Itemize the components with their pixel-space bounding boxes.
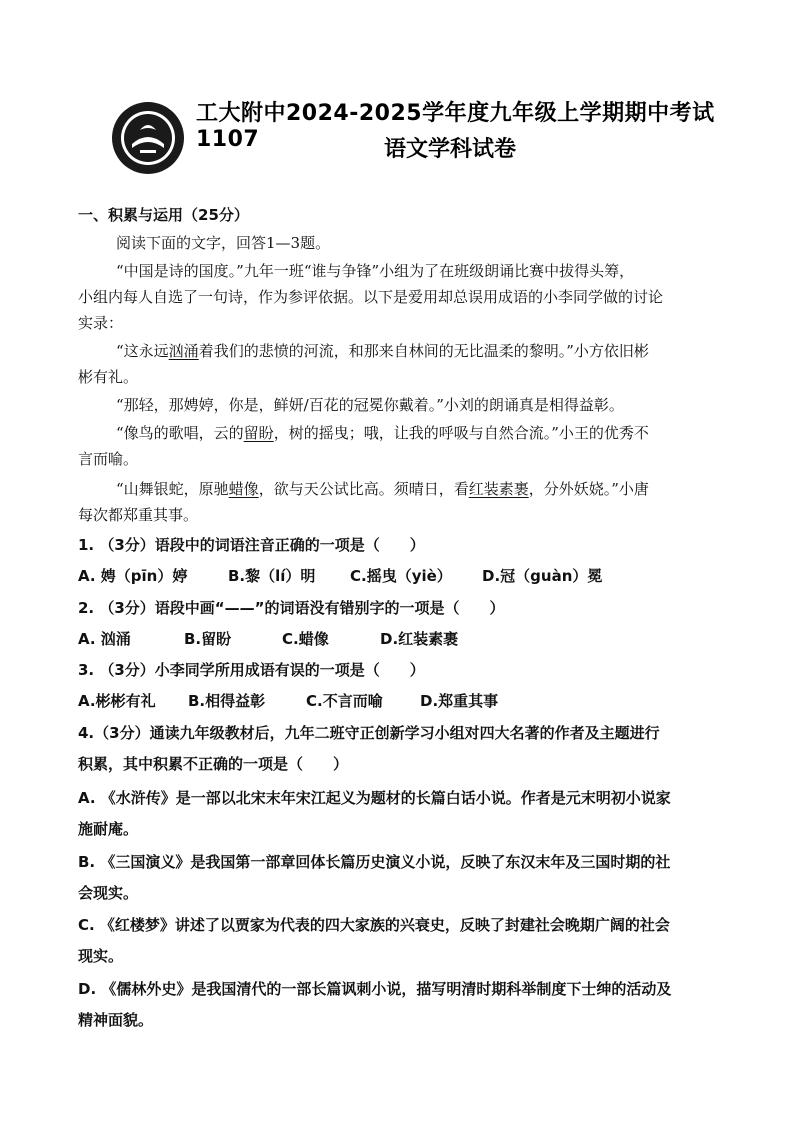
q4-option-a-cont: 施耐庵。	[78, 820, 139, 838]
underlined-word-3: 蜡像	[228, 480, 259, 498]
q4-option-b-cont: 会现实。	[78, 884, 139, 902]
q3-option-a[interactable]: A.彬彬有礼	[78, 692, 156, 710]
underlined-word-1: 汹涌	[168, 342, 199, 360]
q4-option-c-cont: 现实。	[78, 947, 124, 965]
q2-option-c[interactable]: C.蜡像	[282, 630, 329, 648]
q3-option-d[interactable]: D.郑重其事	[420, 692, 499, 710]
q1-option-b[interactable]: B.黎（lí）明	[228, 567, 316, 585]
passage-paragraph-5: “山舞银蛇，原驰蜡像，欲与天公试比高。须晴日，看红装素裹，分外妖娆。”小唐	[116, 480, 649, 498]
passage-paragraph-4-end: 言而喻。	[78, 450, 139, 468]
q1-option-a[interactable]: A. 娉（pīn）婷	[78, 567, 188, 585]
passage-paragraph-2: “这永远汹涌着我们的悲愤的河流，和那来自林间的无比温柔的黎明。”小方依旧彬	[116, 342, 649, 360]
question-4-stem: 4.（3分）通读九年级教材后，九年二班守正创新学习小组对四大名著的作者及主题进行	[78, 724, 660, 742]
exam-title: 工大附中2024-2025学年度九年级上学期期中考试1107	[196, 101, 715, 152]
passage-paragraph-1-end: 实录：	[78, 314, 124, 332]
passage-paragraph-3: “那轻，那娉婷，你是，鲜妍/百花的冠冕你戴着。”小刘的朗诵真是相得益彰。	[116, 396, 624, 414]
q4-option-b[interactable]: B. 《三国演义》是我国第一部章回体长篇历史演义小说，反映了东汉末年及三国时期的社	[78, 853, 671, 871]
question-2-stem: 2. （3分）语段中画“——”的词语没有错别字的一项是（ ）	[78, 599, 505, 617]
q4-option-d[interactable]: D. 《儒林外史》是我国清代的一部长篇讽刺小说，描写明清时期科举制度下士绅的活动及	[78, 980, 672, 998]
q2-option-d[interactable]: D.红装素裹	[380, 630, 459, 648]
question-3-stem: 3. （3分）小李同学所用成语有误的一项是（ ）	[78, 661, 425, 679]
question-1-stem: 1. （3分）语段中的词语注音正确的一项是（ ）	[78, 536, 425, 554]
passage-paragraph-4: “像鸟的歌唱，云的留盼，树的摇曳；哦，让我的呼吸与自然合流。”小王的优秀不	[116, 424, 649, 442]
q1-option-c[interactable]: C.摇曳（yiè）	[350, 567, 452, 585]
question-4-stem-cont: 积累，其中积累不正确的一项是（ ）	[78, 755, 349, 773]
q2-option-b[interactable]: B.留盼	[184, 630, 232, 648]
q2-option-a[interactable]: A. 汹涌	[78, 630, 131, 648]
q4-option-c[interactable]: C. 《红楼梦》讲述了以贾家为代表的四大家族的兴衰史，反映了封建社会晚期广阔的社会	[78, 916, 670, 934]
q3-option-c[interactable]: C.不言而喻	[306, 692, 383, 710]
q4-option-d-cont: 精神面貌。	[78, 1011, 154, 1029]
passage-paragraph-1-cont: 小组内每人自选了一句诗，作为参评依据。以下是爱用却总误用成语的小李同学做的讨论	[78, 288, 664, 306]
passage-paragraph-5-end: 每次都郑重其事。	[78, 506, 199, 524]
q1-option-d[interactable]: D.冠（guàn）冕	[482, 567, 603, 585]
underlined-word-2: 留盼	[243, 424, 274, 442]
passage-paragraph-1: “中国是诗的国度。”九年一班“谁与争锋”小组为了在班级朗诵比赛中拔得头筹，	[116, 262, 635, 280]
passage-paragraph-2-end: 彬有礼。	[78, 368, 139, 386]
section-instruction: 阅读下面的文字，回答1—3题。	[116, 234, 331, 252]
q4-option-a[interactable]: A. 《水浒传》是一部以北宋末年宋江起义为题材的长篇白话小说。作者是元末明初小说家	[78, 789, 671, 807]
school-logo-icon	[110, 100, 186, 176]
q3-option-b[interactable]: B.相得益彰	[188, 692, 266, 710]
section-heading: 一、积累与运用（25分）	[78, 206, 249, 224]
underlined-word-4: 红装素裹	[468, 480, 529, 498]
exam-subtitle: 语文学科试卷	[384, 137, 517, 162]
